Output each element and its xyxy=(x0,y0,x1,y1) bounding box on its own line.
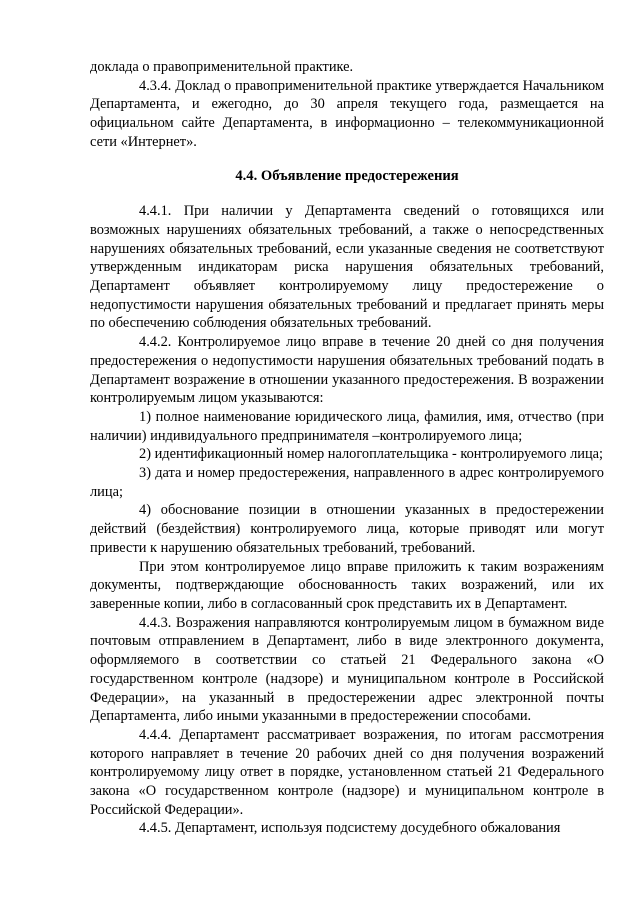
section-heading: 4.4. Объявление предостережения xyxy=(235,167,459,184)
paragraph-continuation: доклада о правоприменительной практике. xyxy=(90,59,354,75)
paragraph-4-4-1: 4.4.1. При наличии у Департамента сведений о готовящихся или возможных нарушениях обязательных требований, а также о непосредственных нарушениях обязательных требований, если указанные сведения не соответствуют утвержденным индикаторам риска нарушения обязательных требований, Департамент объявляет контролируемому лицу предостережение о недопустимости нарушения обязательных требований и предлагает принять меры по обеспечению соблюдения обязательных требований. xyxy=(90,203,604,332)
list-item-3: 3) дата и номер предостережения, направленного в адрес контролируемого лица; xyxy=(90,465,604,500)
paragraph-4-4-3: 4.4.3. Возражения направляются контролируемым лицом в бумажном виде почтовым отправлением в Департамент, либо в виде электронного документа, оформляемого в соответствии со статьей 21 Федерального закона «О государственном контроле (надзоре) и муниципальном контроле в Российской Федерации», на указанный в предостережении адрес электронной почты Департамента, либо иными указанными в предостережении способами. xyxy=(90,614,604,725)
paragraph-4-4-5: 4.4.5. Департамент, используя подсистему досудебного обжалования xyxy=(139,820,561,837)
paragraph-4-4-2: 4.4.2. Контролируемое лицо вправе в течение 20 дней со дня получения предостережения о недопустимости нарушения обязательных требований подать в Департамент возражение в отношении указанного предостережения. В возражении контролируемым лицом указываются: xyxy=(90,334,604,407)
list-item-4: 4) обоснование позиции в отношении указанных в предостережении действий (бездействия) контролируемого лица, которые приводят или могут привести к нарушению обязательных требований, требований. xyxy=(90,502,604,556)
list-item-1: 1) полное наименование юридического лица, фамилия, имя, отчество (при наличии) индивидуального предпринимателя –контролируемого лица; xyxy=(90,408,604,444)
paragraph-attachments: При этом контролируемое лицо вправе приложить к таким возражениям документы, подтверждающие обоснованность таких возражений, или их заверенные копии, либо в согласованный срок представить их в Департамент. xyxy=(90,558,604,612)
paragraph-4-4-4: 4.4.4. Департамент рассматривает возражения, по итогам рассмотрения которого направляет в течение 20 рабочих дней со дня получения возражений контролируемому лицу ответ в порядке, установленном статьей 21 Федерального закона «О государственном контроле (надзоре) и муниципальном контроле в Российской Федерации». xyxy=(90,726,604,818)
list-item-2: 2) идентификационный номер налогоплательщика - контролируемого лица; xyxy=(139,446,604,463)
paragraph-4-3-4: 4.3.4. Доклад о правоприменительной практике утверждается Начальником Департамента, и ежегодно, до 30 апреля текущего года, размещается на официальном сайте Департамента, в информационно – телекоммуникационной сети «Интернет». xyxy=(90,77,604,150)
